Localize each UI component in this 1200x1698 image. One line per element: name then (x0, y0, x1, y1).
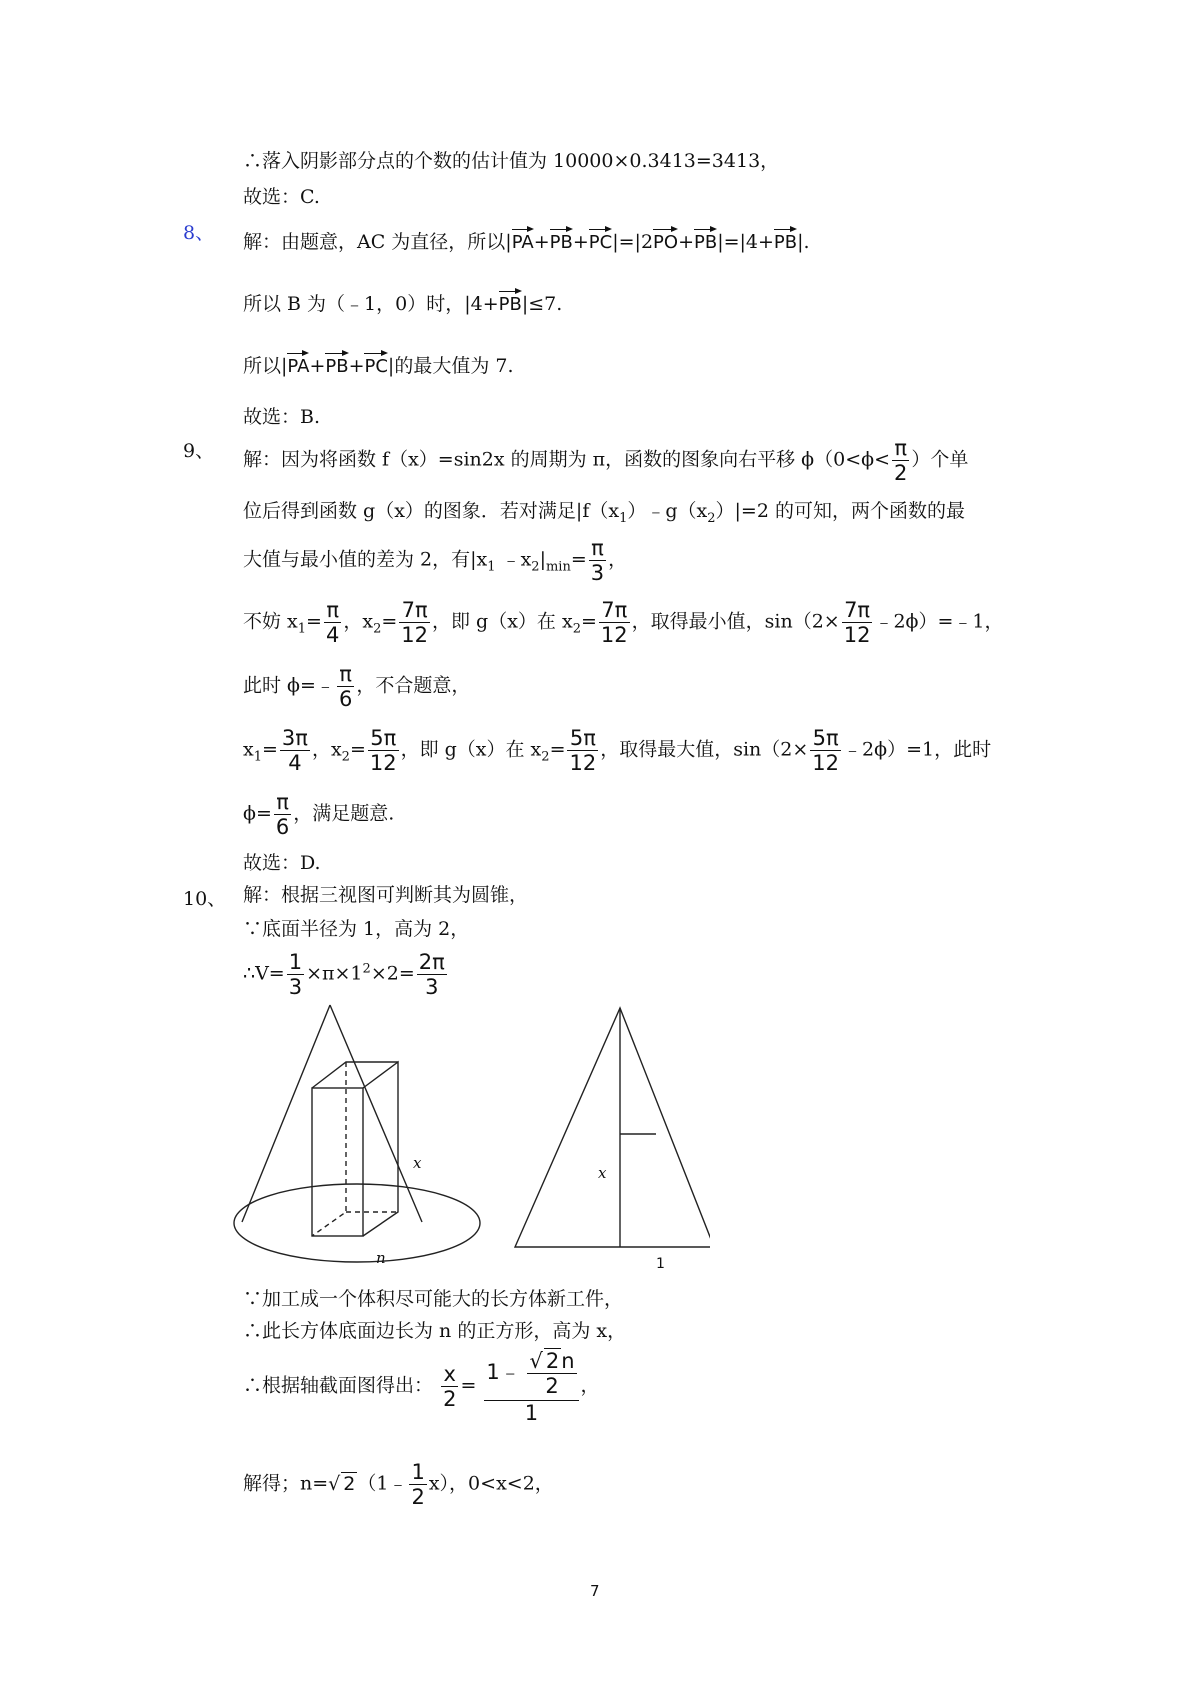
question-number: 10、 (183, 888, 227, 910)
solution-line: 解：由题意，AC 为直径，所以|PA+PB+PC|=|2PO+PB|=|4+PB|. (243, 226, 810, 254)
question-number: 9、 (183, 440, 215, 462)
box-right-face (363, 1062, 398, 1236)
box-height-label: x (413, 1154, 422, 1172)
solution-line: 不妨 $x_1=$ $\frac{\pi}{4}$ ，$x_2=$ $\frac{7\pi}{12}$ ，即 g（x）在 $x_2=$ $\frac{7\pi}{12}$ ，取得最小值，sin（2× $\frac{7\pi}{12}$ ﹣2ϕ）=﹣1， (243, 598, 1004, 648)
compound-fraction: 1﹣ $\frac{√ 2n}{2}$ 1 (484, 1348, 578, 1425)
question-number: 8、 (183, 222, 215, 244)
answer-line: 故选：D. (243, 852, 321, 874)
section-base-label: 1 (656, 1256, 665, 1270)
cross-section-figure (515, 1008, 710, 1270)
solution-line: 大值与最小值的差为 2，有$|x_1$ $﹣x_2|_{min}=$ $\frac{\pi}{3}$ ， (243, 536, 628, 586)
box-top-back (312, 1062, 398, 1088)
solution-line: ∴此长方体底面边长为 n 的正方形，高为 x， (243, 1320, 627, 1342)
solution-line: 所以|PA+PB+PC|的最大值为 7. (243, 350, 514, 378)
cone-3d-figure (234, 1005, 480, 1267)
x-over-2-fraction: $\frac{x}{2}$ (443, 1362, 457, 1412)
box-front-face (312, 1088, 363, 1236)
solution-line: $x_1=$ $\frac{3\pi}{4}$ ，$x_2=$ $\frac{5\pi}{12}$ ，即 g（x）在 $x_2=$ $\frac{5\pi}{12}$ ，取得最大值，sin（2× $\frac{5\pi}{12}$ ﹣2ϕ）=1，此时 (243, 726, 992, 776)
solution-line: 解：根据三视图可判断其为圆锥， (243, 884, 529, 906)
solution-line: ∴V= $\frac{1}{3}$ $\times\pi\times 1^2\times 2=$ $\frac{2\pi}{3}$ (243, 950, 445, 1000)
solution-line: ∵底面半径为 1，高为 2， (243, 918, 470, 940)
solution-line: ϕ= $\frac{\pi}{6}$ ，满足题意. (243, 790, 395, 840)
cone-base-ellipse (234, 1184, 480, 1262)
solution-line: 解得；n=√ 2 （1﹣ $\frac{1}{2}$ x），0<x<2， (243, 1460, 554, 1510)
triangle-outline (515, 1008, 710, 1247)
solution-line: ∵加工成一个体积尽可能大的长方体新工件， (243, 1288, 624, 1310)
box-width-label: n (376, 1249, 386, 1267)
text-line: ∴落入阴影部分点的个数的估计值为 10000×0.3413=3413， (243, 150, 780, 172)
cone-figures (230, 1000, 710, 1270)
answer-line: 故选：C. (243, 186, 320, 208)
solution-line: 解：因为将函数 f（x）=sin2x 的周期为 π，函数的图象向右平移 ϕ（0<ϕ< $\frac{\pi}{2}$ ）个单 (243, 436, 969, 486)
solution-line: 位后得到函数 g（x）的图象．若对满足$|f(x_1)﹣g(x_2)|=2$ 的可知，两个函数的最 (243, 500, 965, 526)
cone-outline (242, 1005, 422, 1222)
solution-line: 此时 ϕ=﹣ $\frac{\pi}{6}$ ，不合题意， (243, 662, 471, 712)
page-number: 7 (590, 1582, 600, 1600)
answer-line: 故选：B. (243, 406, 321, 428)
solution-line: ∴根据轴截面图得出： $\frac{x}{2}$ = 1﹣ $\frac{√ 2n}{2}$ 1 ， (243, 1349, 600, 1426)
solution-line: 所以 B 为（﹣1，0）时，|4+PB|≤7. (243, 288, 562, 316)
section-height-label: x (598, 1164, 607, 1182)
